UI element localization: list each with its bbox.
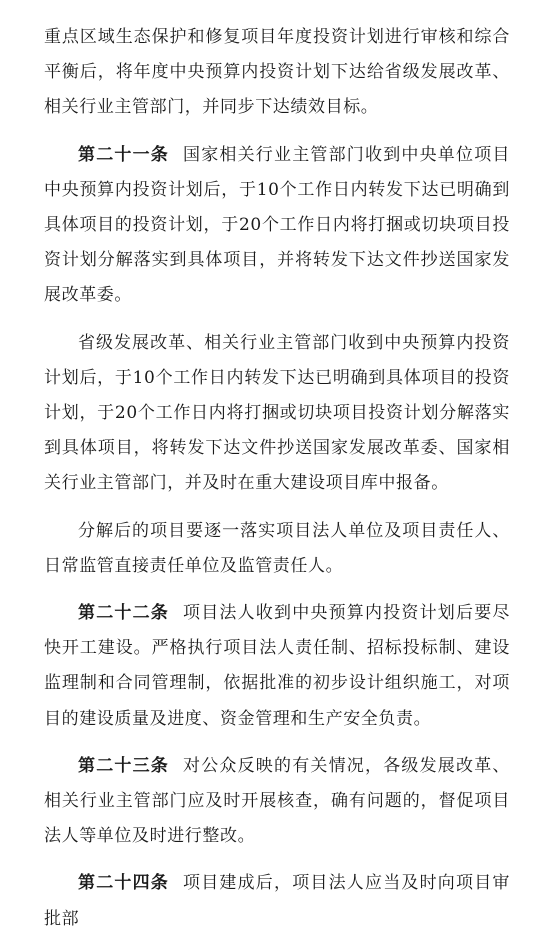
document-page	[44, 20, 510, 949]
paragraph-text: 项目建成后，项目法人应当及时向项目审批部	[44, 873, 510, 929]
paragraph-provincial	[44, 326, 510, 502]
paragraph-decomposition	[44, 514, 510, 584]
paragraph-text: 对公众反映的有关情况，各级发展改革、相关行业主管部门应及时开展核查，确有问题的，督促项目法人等单位及时进行整改。	[44, 755, 510, 847]
article-23	[44, 749, 510, 855]
paragraph-text: 项目法人收到中央预算内投资计划后要尽快开工建设。严格执行项目法人责任制、招标投标制、建设监理制和合同管理制，依据批准的初步设计组织施工，对项目的建设质量及进度、资金管理和生产安全负责。	[44, 603, 510, 729]
paragraph-text: 省级发展改革、相关行业主管部门收到中央预算内投资计划后，于10个工作日内转发下达已明确到具体项目的投资计划，于20个工作日内将打捆或切块项目投资计划分解落实到具体项目，将转发下达文件抄送国家发展改革委、国家相关行业主管部门，并及时在重大建设项目库中报备。	[44, 332, 510, 494]
article-22	[44, 596, 510, 737]
paragraph-text: 分解后的项目要逐一落实项目法人单位及项目责任人、日常监管直接责任单位及监管责任人。	[44, 520, 510, 576]
paragraph-continued	[44, 20, 510, 126]
article-heading: 第二十一条	[78, 144, 169, 165]
article-21	[44, 138, 510, 314]
article-heading: 第二十四条	[78, 873, 169, 894]
article-heading: 第二十三条	[78, 755, 169, 776]
article-24	[44, 866, 510, 936]
paragraph-text: 重点区域生态保护和修复项目年度投资计划进行审核和综合平衡后，将年度中央预算内投资计划下达给省级发展改革、相关行业主管部门，并同步下达绩效目标。	[44, 27, 510, 118]
article-heading: 第二十二条	[78, 603, 169, 624]
paragraph-text: 国家相关行业主管部门收到中央单位项目中央预算内投资计划后，于10个工作日内转发下达已明确到具体项目的投资计划，于20个工作日内将打捆或切块项目投资计划分解落实到具体项目，并将转发下达文件抄送国家发展改革委。	[44, 144, 510, 306]
